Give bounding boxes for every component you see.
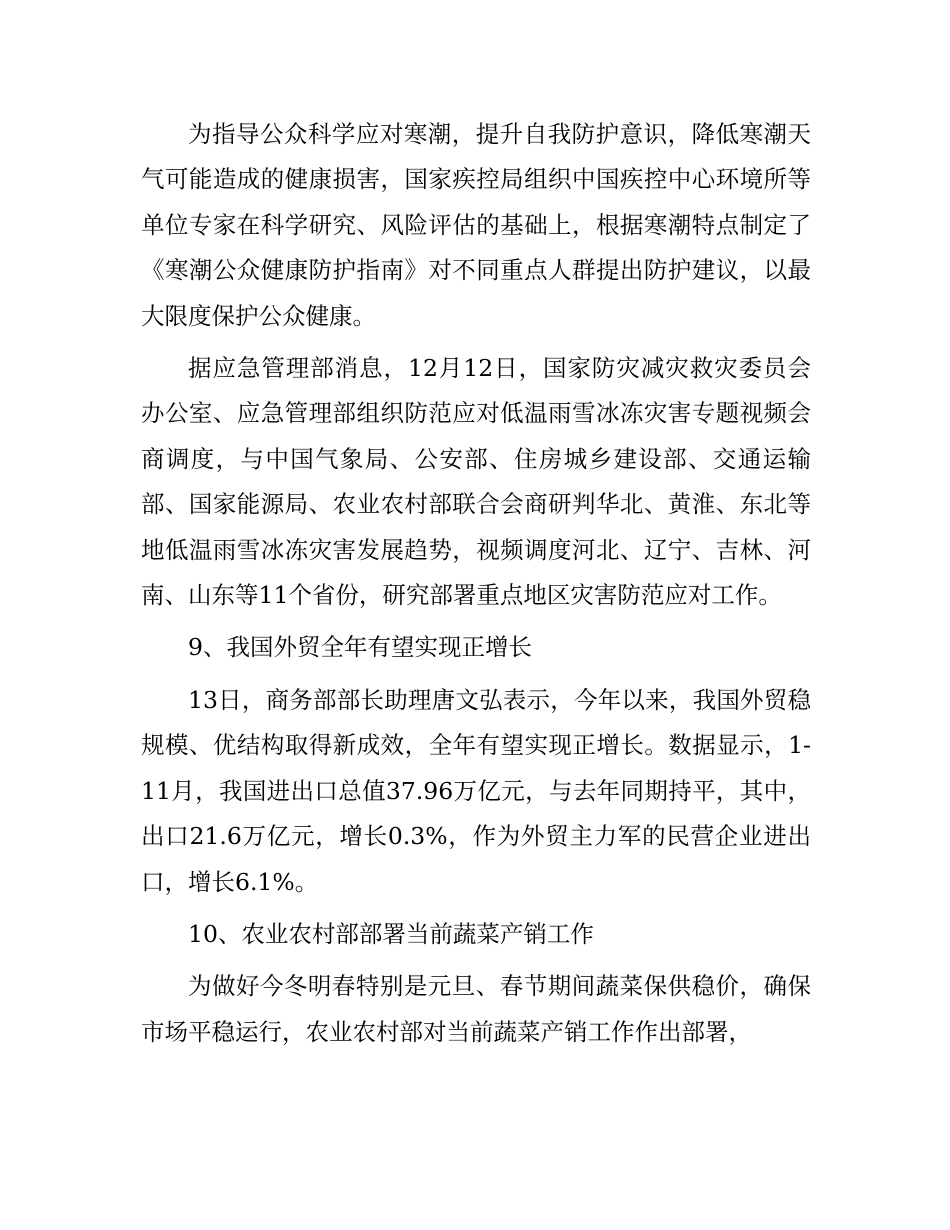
document-body [141,112,811,1055]
paragraph-cold-wave-guide: 为指导公众科学应对寒潮，提升自我防护意识，降低寒潮天气可能造成的健康损害，国家疾控局组织中国疾控中心环境所等单位专家在科学研究、风险评估的基础上，根据寒潮特点制定了《寒潮公众健康防护指南》对不同重点人群提出防护建议，以最大限度保护公众健康。 [141,120,811,330]
section-heading-vegetable-production: 10、农业农村部部署当前蔬菜产销工作 [188,919,594,948]
section-heading-foreign-trade: 9、我国外贸全年有望实现正增长 [188,633,532,662]
paragraph-foreign-trade: 13日，商务部部长助理唐文弘表示，今年以来，我国外贸稳规模、优结构取得新成效，全年有望实现正增长。数据显示，1-11月，我国进出口总值37.96万亿元，与去年同期持平，其中，出口21.6万亿元，增长0.3%，作为外贸主力军的民营企业进出口，增长6.1%。 [141,685,811,896]
paragraph-emergency-management: 据应急管理部消息，12月12日，国家防灾减灾救灾委员会办公室、应急管理部组织防范应对低温雨雪冰冻灾害专题视频会商调度，与中国气象局、公安部、住房城乡建设部、交通运输部、国家能源局、农业农村部联合会商研判华北、黄淮、东北等地低温雨雪冰冻灾害发展趋势，视频调度河北、辽宁、吉林、河南、山东等11个省份，研究部署重点地区灾害防范应对工作。 [141,354,811,610]
paragraph-vegetable-supply: 为做好今冬明春特别是元旦、春节期间蔬菜保供稳价，确保市场平稳运行，农业农村部对当前蔬菜产销工作作出部署， [141,972,811,1046]
